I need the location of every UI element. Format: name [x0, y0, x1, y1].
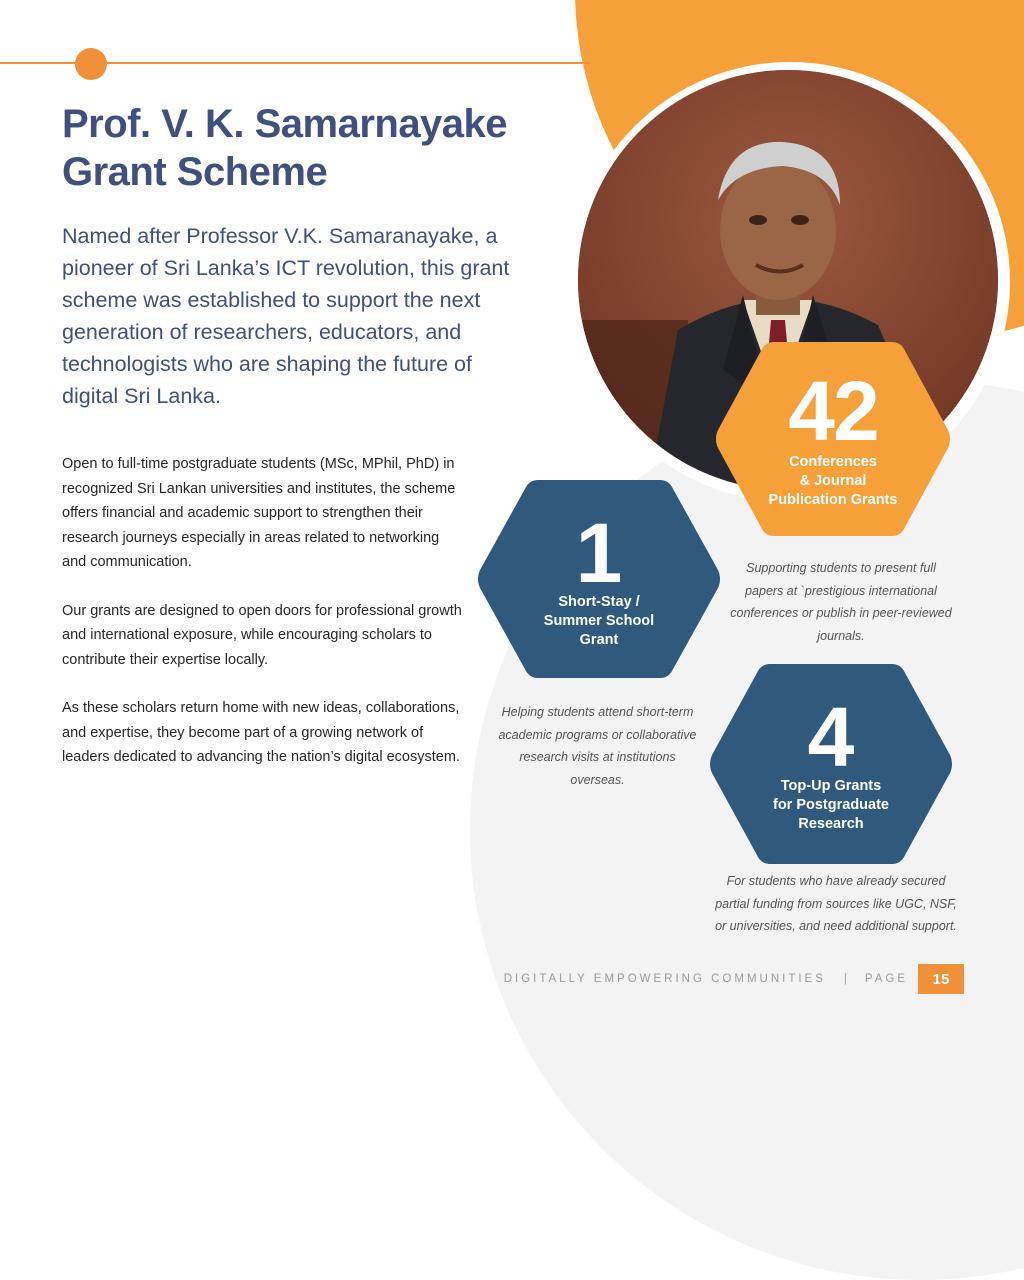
page-number-badge: 15 — [918, 964, 964, 994]
lead-paragraph: Named after Professor V.K. Samaranayake, a pioneer of Sri Lanka’s ICT revolution, this grant scheme was established to support the next generation of researchers, educators, and technologists who are shaping the future of digital Sri Lanka. — [62, 224, 510, 408]
page-title-line-2: Grant Scheme — [62, 150, 328, 194]
page-title — [62, 100, 582, 196]
grant-label-line: for Postgraduate — [772, 797, 889, 813]
grant-count: 1 — [575, 506, 623, 600]
top-up-grant-caption: For students who have already secured partial funding from sources like UGC, NSF, or universities, and need additional support. — [715, 874, 957, 933]
body-paragraph-impact: As these scholars return home with new ideas, collaborations, and expertise, they become part of a growing network of leaders dedicated to advancing the nation’s digital ecosystem. — [62, 700, 460, 765]
grant-label-line: Conferences — [789, 454, 877, 470]
footer-page-label: PAGE — [864, 973, 908, 985]
grant-label-line: Short-Stay / — [558, 594, 640, 610]
grant-count: 4 — [807, 690, 855, 784]
grant-label-line: Top-Up Grants — [780, 778, 882, 794]
grant-label-line: Grant — [579, 632, 619, 648]
body-paragraph-eligibility: Open to full-time postgraduate students (MSc, MPhil, PhD) in recognized Sri Lankan universities and institutes, the scheme offers financial and academic support to strengthen their research journeys especially in areas related to networking and communication. — [62, 456, 456, 570]
grant-label-line: Research — [798, 816, 864, 832]
short-stay-grant-hexagon — [474, 476, 724, 682]
grant-label — [474, 593, 724, 650]
body-paragraph-purpose: Our grants are designed to open doors for professional growth and international exposure, while encouraging scholars to contribute their expertise locally. — [62, 602, 462, 668]
grant-label-line: & Journal — [799, 473, 867, 489]
body-copy — [62, 452, 462, 794]
grant-label — [712, 453, 954, 510]
header-dot — [75, 48, 107, 80]
short-stay-grant-caption: Helping students attend short-term academic programs or collaborative research visits at institutions overseas. — [498, 705, 697, 787]
footer-tagline: DIGITALLY EMPOWERING COMMUNITIES — [503, 973, 826, 985]
grant-label — [706, 777, 956, 834]
grant-count: 42 — [788, 364, 878, 458]
grant-label-line: Publication Grants — [768, 492, 898, 508]
grant-label-line: Summer School — [543, 613, 655, 629]
conference-grant-caption: Supporting students to present full papers at `prestigious international conferences or publish in peer-reviewed journals. — [730, 561, 952, 643]
page-footer — [504, 964, 964, 994]
footer-separator: | — [843, 973, 847, 985]
page-title-line-1: Prof. V. K. Samarnayake — [62, 102, 508, 146]
top-up-grant-hexagon — [706, 660, 956, 868]
conference-grant-hexagon — [712, 336, 954, 542]
